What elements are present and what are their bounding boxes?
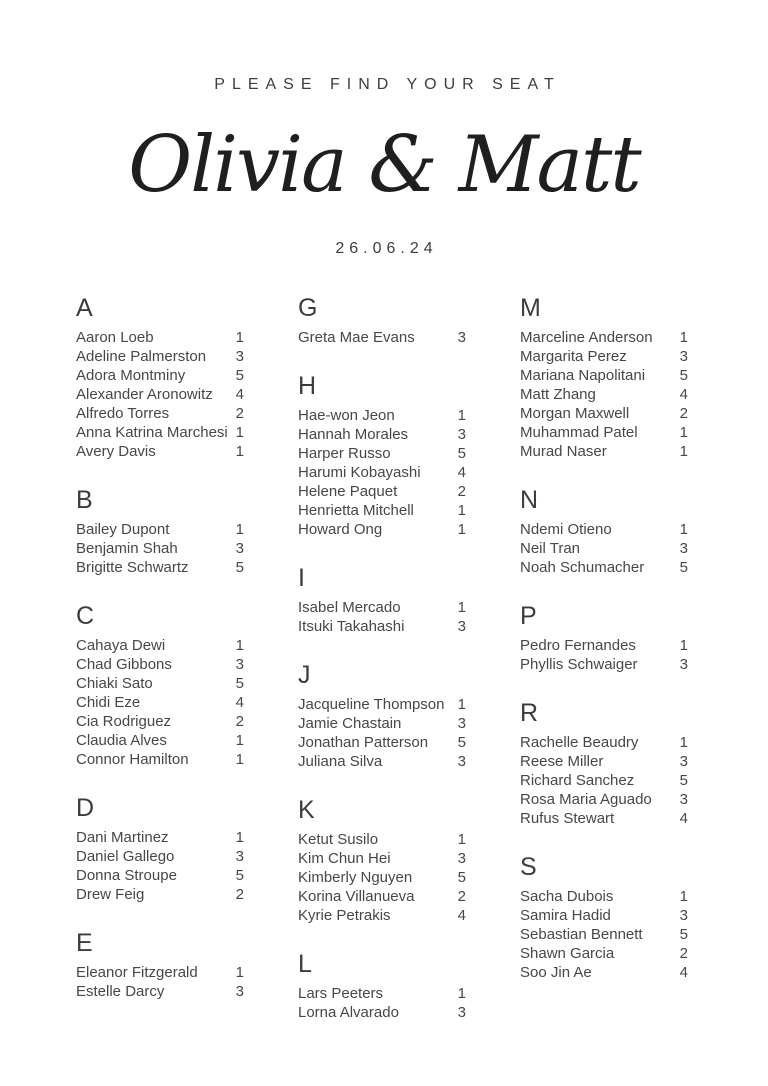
- guest-row: [76, 558, 244, 577]
- guest-row: [76, 847, 244, 866]
- section-rows: [520, 733, 688, 828]
- guest-name: Murad Naser: [520, 443, 607, 460]
- guest-table-number: 4: [679, 964, 688, 981]
- guest-name: Lars Peeters: [298, 985, 384, 1002]
- guest-name: Adeline Palmerston: [76, 348, 207, 365]
- guest-table-number: 3: [235, 540, 244, 557]
- guest-table-number: 2: [457, 483, 466, 500]
- letter-section: [76, 931, 244, 1001]
- guest-row: [76, 885, 244, 904]
- guest-name: Morgan Maxwell: [520, 405, 630, 422]
- guest-name: Mariana Napolitani: [520, 367, 646, 384]
- wedding-date: 26.06.24: [335, 240, 438, 257]
- guest-row: [76, 423, 244, 442]
- section-letter: H: [298, 372, 317, 400]
- guest-table-number: 2: [235, 886, 244, 903]
- section-letter: E: [76, 929, 93, 957]
- guest-row: [76, 655, 244, 674]
- letter-section: [520, 488, 688, 577]
- guest-name: Kyrie Petrakis: [298, 907, 391, 924]
- guest-name: Brigitte Schwartz: [76, 559, 189, 576]
- guest-table-number: 1: [235, 329, 244, 346]
- guest-row: [520, 809, 688, 828]
- guest-name: Ndemi Otieno: [520, 521, 612, 538]
- guest-row: [76, 442, 244, 461]
- guest-table-number: 4: [457, 907, 466, 924]
- guest-table-number: 1: [679, 521, 688, 538]
- guest-name: Rosa Maria Aguado: [520, 791, 652, 808]
- guest-row: [520, 347, 688, 366]
- guest-table-number: 5: [679, 559, 688, 576]
- guest-row: [298, 868, 466, 887]
- guest-name: Cahaya Dewi: [76, 637, 166, 654]
- guest-table-number: 3: [457, 850, 466, 867]
- guest-table-number: 3: [679, 907, 688, 924]
- guest-table-number: 3: [679, 753, 688, 770]
- guest-row: [520, 442, 688, 461]
- guest-name: Samira Hadid: [520, 907, 611, 924]
- guest-row: [298, 906, 466, 925]
- guest-table-number: 4: [679, 386, 688, 403]
- guest-row: [76, 674, 244, 693]
- guest-table-number: 3: [679, 656, 688, 673]
- guest-table-number: 1: [457, 599, 466, 616]
- guest-row: [76, 866, 244, 885]
- guest-table-number: 5: [679, 926, 688, 943]
- guest-row: [520, 790, 688, 809]
- guest-name: Chiaki Sato: [76, 675, 153, 692]
- guest-row: [520, 636, 688, 655]
- guest-table-number: 1: [457, 831, 466, 848]
- guest-row: [520, 655, 688, 674]
- letter-section: [520, 701, 688, 828]
- guest-row: [298, 733, 466, 752]
- guest-name: Jamie Chastain: [298, 715, 402, 732]
- guest-name: Donna Stroupe: [76, 867, 177, 884]
- guest-table-number: 5: [235, 559, 244, 576]
- guest-table-number: 5: [235, 867, 244, 884]
- section-rows: [298, 598, 466, 636]
- guest-table-number: 5: [679, 772, 688, 789]
- guest-row: [520, 963, 688, 982]
- guest-table-number: 3: [235, 848, 244, 865]
- header: [0, 0, 768, 258]
- guest-table-number: 5: [679, 367, 688, 384]
- guest-row: [76, 385, 244, 404]
- guest-name: Korina Villanueva: [298, 888, 415, 905]
- guest-name: Itsuki Takahashi: [298, 618, 405, 635]
- letter-section: [298, 566, 466, 636]
- guest-name: Eleanor Fitzgerald: [76, 964, 198, 981]
- guest-table-number: 1: [235, 424, 244, 441]
- guest-name: Claudia Alves: [76, 732, 167, 749]
- guest-row: [76, 712, 244, 731]
- guest-name: Kim Chun Hei: [298, 850, 391, 867]
- letter-section: [520, 296, 688, 461]
- guest-table-number: 1: [457, 502, 466, 519]
- guest-name: Isabel Mercado: [298, 599, 401, 616]
- guest-name: Pedro Fernandes: [520, 637, 636, 654]
- guest-table-number: 3: [457, 426, 466, 443]
- guest-table-number: 3: [457, 753, 466, 770]
- section-rows: [76, 636, 244, 769]
- section-letter: A: [76, 294, 93, 322]
- section-rows: [520, 887, 688, 982]
- guest-name: Jacqueline Thompson: [298, 696, 445, 713]
- guest-name: Ketut Susilo: [298, 831, 379, 848]
- guest-name: Cia Rodriguez: [76, 713, 172, 730]
- section-rows: [520, 520, 688, 577]
- section-rows: [298, 984, 466, 1022]
- guest-name: Marceline Anderson: [520, 329, 653, 346]
- guest-table-number: 2: [235, 713, 244, 730]
- letter-section: [76, 488, 244, 577]
- guest-name: Sebastian Bennett: [520, 926, 643, 943]
- guest-table-number: 4: [679, 810, 688, 827]
- guest-name: Henrietta Mitchell: [298, 502, 414, 519]
- guest-table-number: 1: [235, 637, 244, 654]
- guest-name: Lorna Alvarado: [298, 1004, 399, 1021]
- guest-list: [0, 296, 768, 1049]
- guest-name: Howard Ong: [298, 521, 383, 538]
- guest-table-number: 3: [457, 715, 466, 732]
- guest-table-number: 3: [679, 791, 688, 808]
- guest-row: [520, 539, 688, 558]
- letter-section: [520, 855, 688, 982]
- guest-name: Daniel Gallego: [76, 848, 175, 865]
- section-letter: S: [520, 853, 537, 881]
- guest-name: Benjamin Shah: [76, 540, 178, 557]
- guest-row: [76, 828, 244, 847]
- guest-column-1: [76, 296, 244, 1049]
- section-letter: D: [76, 794, 95, 822]
- guest-row: [520, 733, 688, 752]
- guest-row: [520, 385, 688, 404]
- guest-row: [298, 482, 466, 501]
- guest-row: [298, 887, 466, 906]
- section-letter: J: [298, 661, 311, 689]
- guest-name: Soo Jin Ae: [520, 964, 592, 981]
- guest-row: [298, 328, 466, 347]
- guest-row: [76, 366, 244, 385]
- guest-row: [76, 731, 244, 750]
- guest-name: Chad Gibbons: [76, 656, 172, 673]
- section-rows: [298, 406, 466, 539]
- guest-table-number: 1: [235, 964, 244, 981]
- guest-table-number: 1: [235, 751, 244, 768]
- guest-name: Rufus Stewart: [520, 810, 615, 827]
- guest-row: [298, 1003, 466, 1022]
- guest-row: [298, 984, 466, 1003]
- guest-table-number: 5: [457, 734, 466, 751]
- section-rows: [520, 328, 688, 461]
- guest-row: [298, 830, 466, 849]
- guest-row: [520, 366, 688, 385]
- guest-table-number: 5: [235, 367, 244, 384]
- guest-row: [520, 925, 688, 944]
- guest-table-number: 3: [679, 540, 688, 557]
- guest-row: [298, 598, 466, 617]
- guest-row: [298, 695, 466, 714]
- guest-row: [76, 539, 244, 558]
- guest-name: Estelle Darcy: [76, 983, 165, 1000]
- guest-row: [298, 444, 466, 463]
- letter-section: [76, 796, 244, 904]
- guest-table-number: 1: [457, 521, 466, 538]
- guest-name: Matt Zhang: [520, 386, 596, 403]
- guest-table-number: 4: [235, 386, 244, 403]
- letter-section: [76, 296, 244, 461]
- section-rows: [520, 636, 688, 674]
- guest-table-number: 5: [235, 675, 244, 692]
- section-letter: L: [298, 950, 312, 978]
- guest-name: Avery Davis: [76, 443, 156, 460]
- couple-names-title: Olivia & Matt: [128, 120, 640, 210]
- guest-table-number: 2: [457, 888, 466, 905]
- guest-name: Richard Sanchez: [520, 772, 635, 789]
- guest-table-number: 3: [457, 329, 466, 346]
- guest-row: [520, 558, 688, 577]
- guest-table-number: 4: [457, 464, 466, 481]
- guest-row: [76, 347, 244, 366]
- guest-name: Noah Schumacher: [520, 559, 645, 576]
- find-your-seat-heading: PLEASE FIND YOUR SEAT: [214, 76, 561, 93]
- guest-table-number: 3: [457, 618, 466, 635]
- section-rows: [76, 328, 244, 461]
- guest-name: Reese Miller: [520, 753, 604, 770]
- guest-name: Harumi Kobayashi: [298, 464, 421, 481]
- guest-row: [520, 752, 688, 771]
- section-letter: N: [520, 486, 539, 514]
- guest-name: Sacha Dubois: [520, 888, 614, 905]
- guest-column-2: [298, 296, 466, 1049]
- section-letter: I: [298, 564, 305, 592]
- letter-section: [298, 296, 466, 347]
- guest-name: Alexander Aronowitz: [76, 386, 213, 403]
- guest-table-number: 2: [679, 405, 688, 422]
- guest-name: Dani Martinez: [76, 829, 169, 846]
- guest-row: [298, 617, 466, 636]
- section-rows: [298, 328, 466, 347]
- guest-row: [520, 771, 688, 790]
- guest-row: [520, 328, 688, 347]
- guest-name: Alfredo Torres: [76, 405, 170, 422]
- letter-section: [76, 604, 244, 769]
- guest-row: [520, 944, 688, 963]
- guest-table-number: 2: [235, 405, 244, 422]
- guest-table-number: 1: [235, 829, 244, 846]
- guest-table-number: 1: [457, 696, 466, 713]
- guest-name: Hannah Morales: [298, 426, 409, 443]
- guest-row: [76, 328, 244, 347]
- guest-name: Greta Mae Evans: [298, 329, 415, 346]
- section-letter: B: [76, 486, 93, 514]
- guest-name: Chidi Eze: [76, 694, 141, 711]
- guest-row: [76, 404, 244, 423]
- guest-table-number: 1: [679, 443, 688, 460]
- guest-row: [76, 982, 244, 1001]
- guest-table-number: 1: [235, 732, 244, 749]
- guest-table-number: 1: [679, 329, 688, 346]
- guest-row: [520, 887, 688, 906]
- guest-row: [520, 906, 688, 925]
- guest-row: [520, 423, 688, 442]
- section-rows: [298, 695, 466, 771]
- section-letter: R: [520, 699, 539, 727]
- letter-section: [520, 604, 688, 674]
- guest-name: Adora Montminy: [76, 367, 186, 384]
- guest-row: [298, 520, 466, 539]
- guest-row: [298, 752, 466, 771]
- guest-table-number: 1: [235, 443, 244, 460]
- guest-column-3: [520, 296, 688, 1049]
- guest-name: Jonathan Patterson: [298, 734, 429, 751]
- guest-table-number: 3: [235, 348, 244, 365]
- section-rows: [76, 828, 244, 904]
- section-letter: M: [520, 294, 541, 322]
- section-rows: [298, 830, 466, 925]
- guest-row: [298, 406, 466, 425]
- guest-row: [298, 501, 466, 520]
- guest-table-number: 1: [457, 985, 466, 1002]
- guest-name: Margarita Perez: [520, 348, 627, 365]
- guest-table-number: 1: [457, 407, 466, 424]
- guest-table-number: 5: [457, 869, 466, 886]
- guest-table-number: 1: [679, 734, 688, 751]
- letter-section: [298, 952, 466, 1022]
- section-rows: [76, 520, 244, 577]
- guest-name: Neil Tran: [520, 540, 581, 557]
- guest-table-number: 2: [679, 945, 688, 962]
- guest-table-number: 1: [679, 424, 688, 441]
- guest-table-number: 3: [235, 656, 244, 673]
- guest-name: Kimberly Nguyen: [298, 869, 413, 886]
- guest-row: [520, 404, 688, 423]
- letter-section: [298, 798, 466, 925]
- guest-table-number: 1: [679, 888, 688, 905]
- guest-name: Drew Feig: [76, 886, 145, 903]
- guest-table-number: 3: [235, 983, 244, 1000]
- guest-name: Connor Hamilton: [76, 751, 189, 768]
- guest-name: Harper Russo: [298, 445, 391, 462]
- guest-name: Rachelle Beaudry: [520, 734, 639, 751]
- guest-name: Hae-won Jeon: [298, 407, 395, 424]
- letter-section: [298, 663, 466, 771]
- guest-name: Bailey Dupont: [76, 521, 170, 538]
- guest-table-number: 4: [235, 694, 244, 711]
- guest-name: Muhammad Patel: [520, 424, 638, 441]
- letter-section: [298, 374, 466, 539]
- guest-name: Helene Paquet: [298, 483, 398, 500]
- guest-row: [76, 963, 244, 982]
- section-letter: K: [298, 796, 315, 824]
- guest-row: [76, 750, 244, 769]
- guest-name: Shawn Garcia: [520, 945, 615, 962]
- guest-row: [298, 849, 466, 868]
- section-letter: C: [76, 602, 95, 630]
- guest-row: [520, 520, 688, 539]
- section-letter: P: [520, 602, 537, 630]
- guest-row: [298, 425, 466, 444]
- guest-row: [76, 520, 244, 539]
- guest-name: Phyllis Schwaiger: [520, 656, 638, 673]
- guest-table-number: 3: [457, 1004, 466, 1021]
- guest-name: Juliana Silva: [298, 753, 383, 770]
- section-rows: [76, 963, 244, 1001]
- section-letter: G: [298, 294, 318, 322]
- guest-table-number: 5: [457, 445, 466, 462]
- guest-name: Anna Katrina Marchesi: [76, 424, 228, 441]
- guest-name: Aaron Loeb: [76, 329, 154, 346]
- guest-row: [76, 636, 244, 655]
- guest-row: [76, 693, 244, 712]
- guest-row: [298, 463, 466, 482]
- guest-row: [298, 714, 466, 733]
- guest-table-number: 1: [679, 637, 688, 654]
- guest-table-number: 1: [235, 521, 244, 538]
- guest-table-number: 3: [679, 348, 688, 365]
